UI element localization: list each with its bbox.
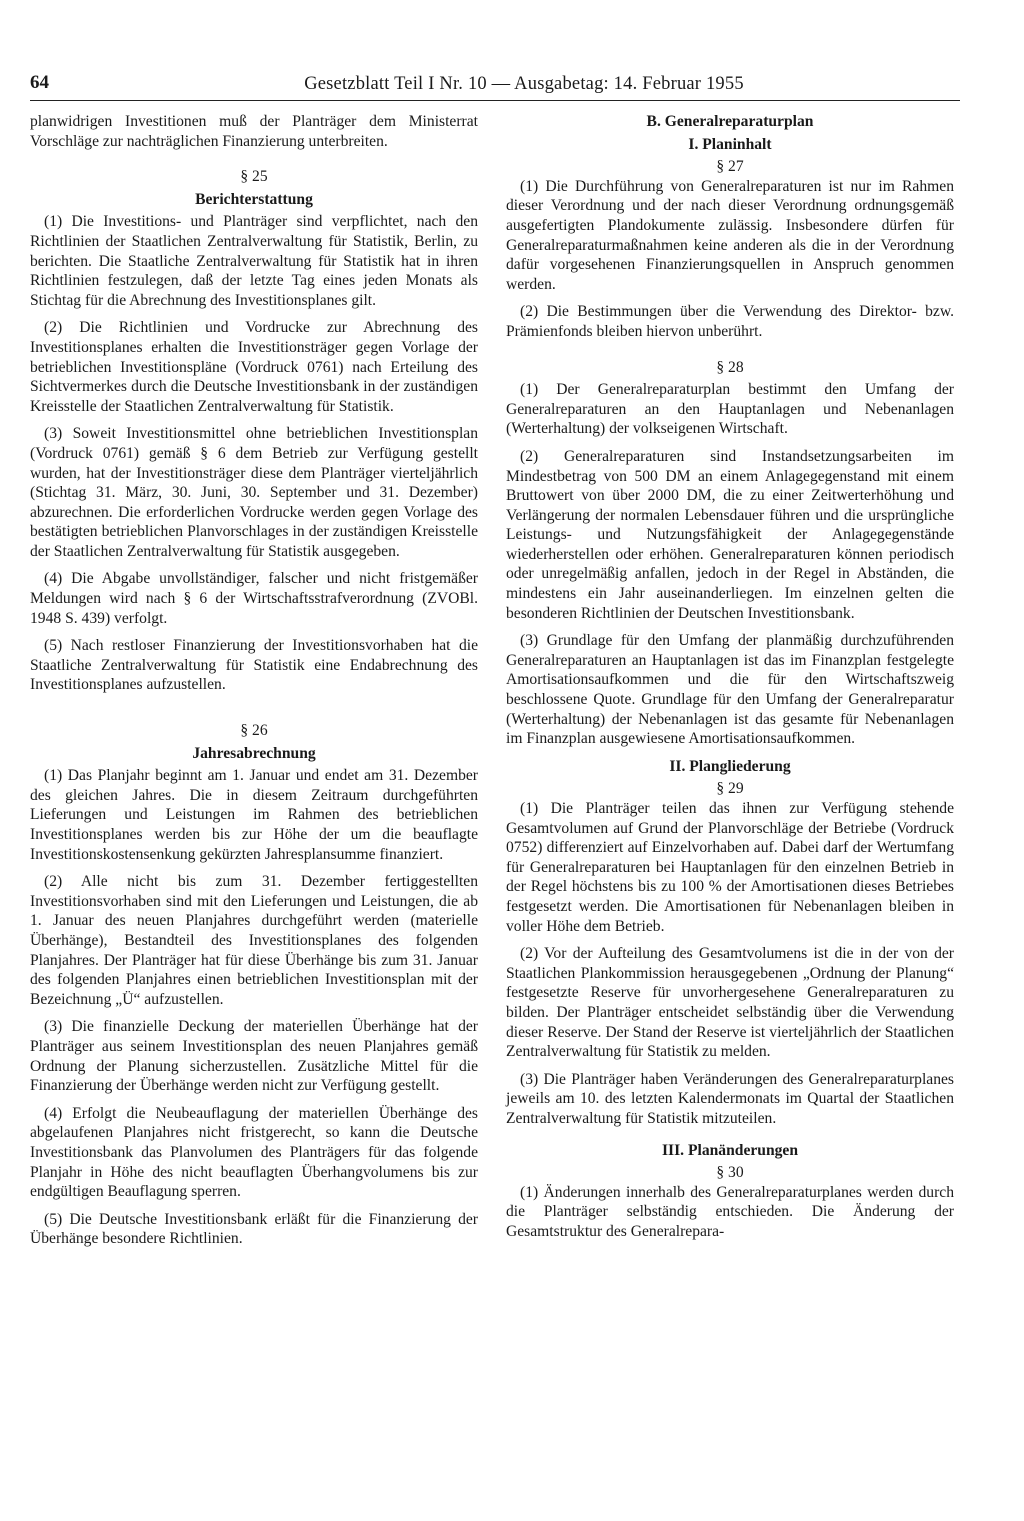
right-column bbox=[506, 112, 954, 1249]
s26-paragraph-5: (5) Die Deutsche Investitionsbank erläßt für die Finanzierung der Überhänge besondere Richtlinien. bbox=[30, 1210, 478, 1248]
section-25-title: Berichterstattung bbox=[195, 190, 313, 208]
section-ii-heading: II. Plangliederung bbox=[669, 757, 791, 775]
section-28-number: § 28 bbox=[716, 358, 744, 376]
section-29-number: § 29 bbox=[716, 780, 744, 798]
s26-paragraph-4: (4) Erfolgt die Neubeauflagung der materiellen Überhänge des abgelaufenen Planjahres nicht fristgerecht, so kann die Deutsche Investitionsbank das Planvolumen des Planträgers für das folgende Planjahr in Höhe des nicht beauflagten Überhangvolumens bis zur endgültigen Beauflagung sperren. bbox=[30, 1104, 478, 1201]
s25-paragraph-1: (1) Die Investitions- und Planträger sind verpflichtet, nach den Richtlinien der Staatlichen Zentralverwaltung für Statistik, Berlin, zu berichten. Die Staatliche Zentralverwaltung für Statistik hat in ihren Richtlinien festzulegen, daß der letzte Tag eines jeden Monats als Stichtag für die Abrechnung des Investitionsplanes gilt. bbox=[30, 213, 478, 309]
part-b-heading: B. Generalreparaturplan bbox=[646, 113, 814, 130]
section-iii-heading: III. Planänderungen bbox=[661, 1141, 799, 1159]
s25-paragraph-2: (2) Die Richtlinien und Vordrucke zur Abrechnung des Investitionsplanes erhalten die Investitionsträger gegen Vorlage der betrieblichen Investitionspläne (Vordruck 0761) nach Erteilung des Sichtvermerkes durch die Deutsche Investitionsbank in der zuständigen Kreisstelle der Staatlichen Zentralverwaltung für Statistik. bbox=[30, 319, 478, 415]
s29-paragraph-3: (3) Die Planträger haben Veränderungen des Generalreparaturplanes jeweils am 10. des letzten Kalendermonats im Quartal der Staatlichen Zentralverwaltung für Statistik mitzuteilen. bbox=[506, 1070, 954, 1127]
s29-paragraph-1: (1) Die Planträger teilen das ihnen zur Verfügung stehende Gesamtvolumen auf Grund der Planvorschläge der Betriebe (Vordruck 0752) differenziert auf Einzelvorhaben auf. Dabei darf der Wertumfang für Generalreparaturen bei Hauptanlagen für den einzelnen Betrieb in der Regel höchstens bis zu 100 % der Amortisationen dieses Betriebes festgesetzt werden. Die Amortisationen für Nebenanlagen bleiben in voller Höhe dem Betrieb. bbox=[506, 800, 954, 935]
s26-paragraph-1: (1) Das Planjahr beginnt am 1. Januar und endet am 31. Dezember des gleichen Jahres. Die in diesem Zeitraum durchgeführten Lieferungen und Leistungen im Rahmen des betrieblichen Investitionsplanes werden bis zur Höhe der um die beauflagte Investitionskostensenkung gekürzten Jahresplansumme finanziert. bbox=[30, 767, 478, 863]
s26-paragraph-2: (2) Alle nicht bis zum 31. Dezember fertiggestellten Investitionsvorhaben sind mit den Lieferungen und Leistungen, die ab 1. Januar des neuen Planjahres durchgeführt werden (materielle Überhänge), Bestandteil des Investitionsplanes des folgenden Planjahres. Der Planträger hat für diese Überhänge bis zum 31. Januar des folgenden Planjahres einen betrieblichen Investitionsplan mit der Bezeichnung „Ü“ aufzustellen. bbox=[30, 873, 478, 1008]
s30-paragraph-1: (1) Änderungen innerhalb des Generalreparaturplanes werden durch die Planträger selbständig entschieden. Die Änderung der Gesamtstruktur des Generalrepara- bbox=[506, 1183, 954, 1240]
section-26-title: Jahresabrechnung bbox=[192, 744, 316, 762]
s25-paragraph-5: (5) Nach restloser Finanzierung der Investitionsvorhaben hat die Staatliche Zentralverwaltung für Statistik eine Endabrechnung des Investitionsplanes aufzustellen. bbox=[30, 637, 478, 694]
s27-paragraph-1: (1) Die Durchführung von Generalreparaturen ist nur im Rahmen dieser Verordnung und der nach dieser Verordnung ordnungsgemäß ausgefertigten Plandokumente zulässig. Insbesondere dürfen für Generalreparaturmaßnahmen keine anderen als die in der Verordnung dafür vorgesehenen Finanzierungsquellen in Anspruch genommen werden. bbox=[506, 177, 954, 293]
section-30-number: § 30 bbox=[716, 1164, 744, 1182]
section-26-number: § 26 bbox=[240, 722, 268, 740]
s26-paragraph-3: (3) Die finanzielle Deckung der materiellen Überhänge hat der Planträger aus seinem Investitionsplan des neuen Planjahres gemäß Ordnung der Planung sicherzustellen. Zusätzliche Mittel für die Finanzierung der Überhänge werden nicht zur Verfügung gestellt. bbox=[30, 1018, 478, 1095]
s28-paragraph-1: (1) Der Generalreparaturplan bestimmt den Umfang der Generalreparaturen an den Hauptanlagen und Nebenanlagen (Werterhaltung) der volkseigenen Wirtschaft. bbox=[506, 381, 954, 438]
section-27-number: § 27 bbox=[716, 158, 744, 176]
s25-paragraph-4: (4) Die Abgabe unvollständiger, falscher und nicht fristgemäßer Meldungen wird nach § 6 der Wirtschaftsstrafverordnung (ZVOBl. 1948 S. 439) verfolgt. bbox=[30, 570, 478, 627]
s27-paragraph-2: (2) Die Bestimmungen über die Verwendung des Direktor- bzw. Prämienfonds bleiben hiervon unberührt. bbox=[506, 303, 954, 340]
s25-paragraph-3: (3) Soweit Investitionsmittel ohne betrieblichen Investitionsplan (Vordruck 0761) gemäß § 6 dem Betrieb zur Verfügung gestellt wurden, hat der Investitionsträger diese dem Planträger vierteljährlich (Stichtag 31. März, 30. Juni, 30. September und 31. Dezember) abzurechnen. Die erforderlichen Vordrucke werden gegen Vorlage des bestätigten betrieblichen Planvorschlages in der zuständigen Kreisstelle der Staatlichen Zentralverwaltung für Statistik ausgegeben. bbox=[30, 425, 478, 560]
intro-paragraph: planwidrigen Investitionen muß der Planträger dem Ministerrat Vorschläge zur nachträglichen Finanzierung unterbreiten. bbox=[30, 113, 478, 150]
s28-paragraph-3: (3) Grundlage für den Umfang der planmäßig durchzuführenden Generalreparaturen an Hauptanlagen ist das im Finanzplan festgelegte Amortisationsaufkommen und die für den Wirtschaftszweig beschlossene Quote. Grundlage für den Umfang der Generalreparatur (Werterhaltung) der Nebenanlagen ist das gesamte für Nebenanlagen im Finanzplan ausgewiesene Amortisationsaufkommen. bbox=[506, 632, 954, 748]
left-column bbox=[30, 112, 478, 1257]
s28-paragraph-2: (2) Generalreparaturen sind Instandsetzungsarbeiten im Mindestbetrag von 500 DM an einem Anlagegegenstand mit einem Bruttowert von über 2000 DM, die zu einer Zeitwerterhöhung und Verlängerung der normalen Lebensdauer führen und die ursprüngliche Leistungs- und Nutzungsfähigkeit der Anlagegegenstände wiederherstellen oder erhöhen. Generalreparaturen können periodisch oder unregelmäßig anfallen, jedoch in der Regel in Abständen, die mindestens ein Jahr auseinanderliegen. Im einzelnen gelten die besonderen Richtlinien der Deutschen Investitionsbank. bbox=[506, 447, 954, 622]
page-number: 64 bbox=[30, 72, 49, 93]
section-25-number: § 25 bbox=[240, 168, 268, 186]
running-title: Gesetzblatt Teil I Nr. 10 — Ausgabetag: 14. Februar 1955 bbox=[304, 74, 744, 94]
s29-paragraph-2: (2) Vor der Aufteilung des Gesamtvolumens ist die in der von der Staatlichen Plankommission herausgegebenen „Ordnung der Planung“ festgesetzte Reserve für unvorhergesehene Generalreparaturen zu bilden. Der Planträger entscheidet selbständig über die Verwendung dieser Reserve. Der Stand der Reserve ist vierteljährlich der Staatlichen Zentralverwaltung für Statistik zu melden. bbox=[506, 945, 954, 1061]
section-i-heading: I. Planinhalt bbox=[688, 135, 772, 153]
page-header bbox=[30, 70, 960, 101]
